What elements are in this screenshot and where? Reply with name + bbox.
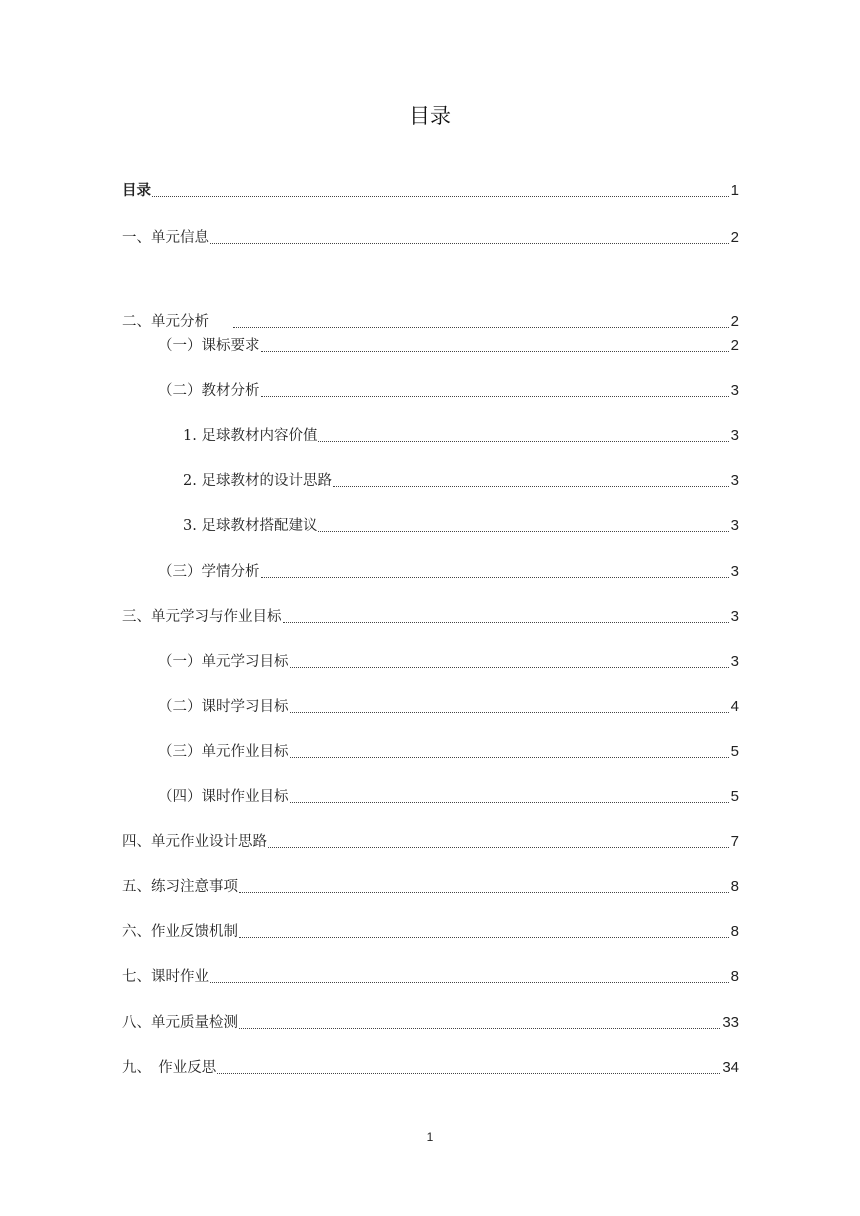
toc-entry-page: 2 (730, 313, 739, 330)
toc-entry-text: （一）课标要求 (158, 338, 260, 354)
toc-entry[interactable] (122, 180, 739, 202)
toc-entry[interactable] (158, 561, 739, 583)
toc-entry[interactable] (122, 876, 739, 898)
toc-entry-page: 8 (730, 878, 739, 895)
dot-leader (318, 531, 728, 532)
toc-entry-text: 八、单元质量检测 (122, 1015, 238, 1031)
toc-entry[interactable] (122, 606, 739, 628)
toc-entry-page: 3 (730, 653, 739, 670)
toc-entry-page: 34 (722, 1059, 739, 1076)
toc-entry-text: （一）单元学习目标 (158, 654, 289, 670)
toc-entry-text: 七、课时作业 (122, 969, 209, 985)
toc-entry-text: 3. 足球教材搭配建议 (183, 518, 318, 534)
toc-entry[interactable] (158, 335, 739, 357)
dot-leader (210, 243, 729, 244)
page-number: 1 (426, 1130, 434, 1144)
toc-entry-page: 1 (730, 182, 739, 199)
toc-entry[interactable] (158, 786, 739, 808)
toc-entry[interactable] (122, 966, 739, 988)
toc-entry[interactable] (122, 831, 739, 853)
dot-leader (261, 577, 729, 578)
toc-entry-text: （二）教材分析 (158, 383, 260, 399)
toc-entry-text: （四）课时作业目标 (158, 789, 289, 805)
toc-entry[interactable] (122, 1057, 739, 1079)
toc-entry-text: 目录 (122, 183, 151, 199)
dot-leader (268, 847, 729, 848)
toc-entry[interactable] (122, 227, 739, 249)
dot-leader (290, 667, 729, 668)
toc-entry-text: 一、单元信息 (122, 230, 209, 246)
dot-leader (290, 802, 729, 803)
toc-entry-page: 3 (730, 472, 739, 489)
toc-entry-page: 33 (722, 1014, 739, 1031)
toc-entry[interactable] (158, 380, 739, 402)
toc-entry-text: 二、单元分析 (122, 314, 209, 330)
dot-leader (239, 1028, 720, 1029)
dot-leader (233, 327, 729, 328)
toc-entry-text: （三）单元作业目标 (158, 744, 289, 760)
toc-entry-page: 3 (730, 382, 739, 399)
toc-entry-page: 5 (730, 743, 739, 760)
toc-entry-page: 3 (730, 563, 739, 580)
dot-leader (261, 351, 729, 352)
toc-entry-text: 九、 作业反思 (122, 1060, 217, 1076)
toc-entry[interactable] (122, 271, 739, 333)
toc-entry-text: 2. 足球教材的设计思路 (183, 473, 332, 489)
toc-entry[interactable] (158, 696, 739, 718)
toc-entry-text: 1. 足球教材内容价值 (183, 428, 318, 444)
toc-entry[interactable] (122, 1012, 739, 1034)
toc-entry-page: 2 (730, 337, 739, 354)
dot-leader (261, 396, 729, 397)
toc-entry[interactable] (158, 651, 739, 673)
dot-leader (239, 892, 729, 893)
toc-entry[interactable] (122, 921, 739, 943)
page-title: 目录 (409, 104, 451, 128)
dot-leader (283, 622, 729, 623)
toc-entry-continuation (232, 311, 739, 333)
toc-entry-text: 三、单元学习与作业目标 (122, 609, 282, 625)
toc-entry-page: 4 (730, 698, 739, 715)
dot-leader (333, 486, 729, 487)
dot-leader (210, 982, 729, 983)
toc-entry-text: （三）学情分析 (158, 564, 260, 580)
dot-leader (239, 937, 729, 938)
toc-entry-text: 五、练习注意事项 (122, 879, 238, 895)
toc-entry-page: 8 (730, 923, 739, 940)
toc-entry-text: 六、作业反馈机制 (122, 924, 238, 940)
toc-entry-page: 3 (730, 608, 739, 625)
toc-entry-page: 8 (730, 968, 739, 985)
dot-leader (152, 196, 729, 197)
toc-entry-page: 5 (730, 788, 739, 805)
toc-entry[interactable] (158, 741, 739, 763)
toc-entry-page: 7 (730, 833, 739, 850)
dot-leader (290, 757, 729, 758)
dot-leader (318, 441, 728, 442)
toc-entry[interactable] (183, 515, 739, 537)
toc-entry-page: 2 (730, 229, 739, 246)
toc-entry-page: 3 (730, 427, 739, 444)
toc-entry[interactable] (183, 425, 739, 447)
toc-entry-text: （二）课时学习目标 (158, 699, 289, 715)
toc-entry-text: 四、单元作业设计思路 (122, 834, 267, 850)
dot-leader (217, 1073, 720, 1074)
toc-entry[interactable] (183, 470, 739, 492)
toc-entry-page: 3 (730, 517, 739, 534)
dot-leader (290, 712, 729, 713)
